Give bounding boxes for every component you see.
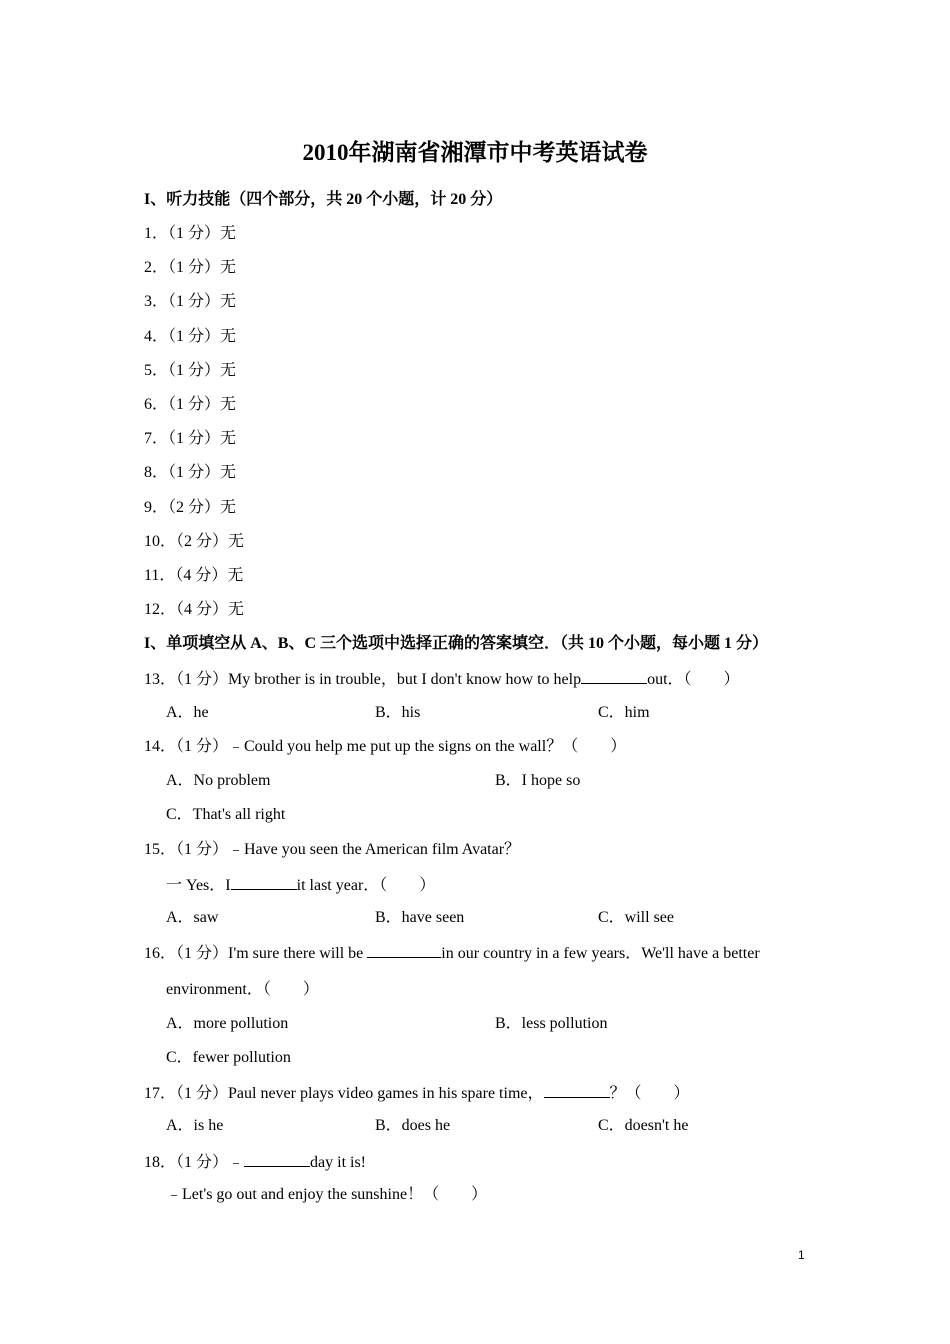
question-18-line2: ﹣Let's go out and enjoy the sunshine！（ ） <box>166 1186 488 1203</box>
question-17-stem <box>144 1082 690 1104</box>
listening-item-3: 3．（1 分）无 <box>144 293 237 310</box>
question-18-text-post: day it is! <box>310 1154 367 1171</box>
question-16-option-a: A．more pollution <box>166 1015 289 1032</box>
question-17-text-pre: 17．（1 分）Paul never plays video games in his spare time， <box>144 1085 544 1102</box>
question-15-line2 <box>166 874 435 896</box>
question-17-text-post: ？（ ） <box>609 1085 690 1102</box>
question-14-stem: 14．（1 分）﹣Could you help me put up the signs on the wall？（ ） <box>144 738 627 755</box>
question-16-text-pre: 16．（1 分）I'm sure there will be <box>144 945 368 962</box>
question-13-text-post: out．（ ） <box>647 671 740 688</box>
question-13-option-a: A．he <box>166 704 209 721</box>
question-16-stem <box>144 942 760 964</box>
question-15-option-c: C．will see <box>598 909 674 926</box>
listening-item-9: 9．（2 分）无 <box>144 499 237 516</box>
question-18-text-pre: 18．（1 分）﹣ <box>144 1154 245 1171</box>
question-17-option-b: B．does he <box>375 1117 451 1134</box>
listening-item-4: 4．（1 分）无 <box>144 328 237 345</box>
question-15-option-a: A．saw <box>166 909 219 926</box>
question-15-option-b: B．have seen <box>375 909 465 926</box>
question-17-option-c: C．doesn't he <box>598 1117 689 1134</box>
listening-item-1: 1．（1 分）无 <box>144 225 237 242</box>
question-13-stem <box>144 668 740 690</box>
listening-item-12: 12．（4 分）无 <box>144 601 245 618</box>
listening-item-2: 2．（1 分）无 <box>144 259 237 276</box>
listening-item-5: 5．（1 分）无 <box>144 362 237 379</box>
answer-blank <box>544 1082 610 1098</box>
question-13-option-b: B．his <box>375 704 421 721</box>
listening-item-11: 11．（4 分）无 <box>144 567 244 584</box>
page-number: 1 <box>798 1248 805 1262</box>
question-14-option-a: A．No problem <box>166 772 271 789</box>
question-15-line2-pre: 一 Yes．I <box>166 877 231 894</box>
answer-blank <box>367 942 441 958</box>
question-17-option-a: A．is he <box>166 1117 224 1134</box>
question-15-stem: 15．（1 分）﹣Have you seen the American film Avatar？ <box>144 841 521 858</box>
question-14-option-b: B．I hope so <box>495 772 581 789</box>
listening-item-8: 8．（1 分）无 <box>144 464 237 481</box>
question-13-option-c: C．him <box>598 704 650 721</box>
question-16-line2: environment．（ ） <box>166 981 319 998</box>
question-14-option-c: C．That's all right <box>166 806 286 823</box>
answer-blank <box>581 668 647 684</box>
listening-item-10: 10．（2 分）无 <box>144 533 245 550</box>
listening-item-6: 6．（1 分）无 <box>144 396 237 413</box>
question-18-stem <box>144 1151 366 1173</box>
question-13-text-pre: 13．（1 分）My brother is in trouble，but I don't know how to help <box>144 671 582 688</box>
question-15-line2-post: it last year．（ ） <box>296 877 436 894</box>
question-16-text-post: in our country in a few years．We'll have a better <box>441 945 760 962</box>
question-16-option-c: C．fewer pollution <box>166 1049 291 1066</box>
page-title: 2010年湖南省湘潭市中考英语试卷 <box>302 140 648 165</box>
answer-blank <box>244 1151 310 1167</box>
section1-header: I、听力技能（四个部分，共 20 个小题，计 20 分） <box>144 191 503 208</box>
listening-item-7: 7．（1 分）无 <box>144 430 237 447</box>
answer-blank <box>231 874 297 890</box>
section2-header: I、单项填空从 A、B、C 三个选项中选择正确的答案填空．（共 10 个小题，每小题 1 分） <box>144 635 769 652</box>
question-16-option-b: B．less pollution <box>495 1015 608 1032</box>
